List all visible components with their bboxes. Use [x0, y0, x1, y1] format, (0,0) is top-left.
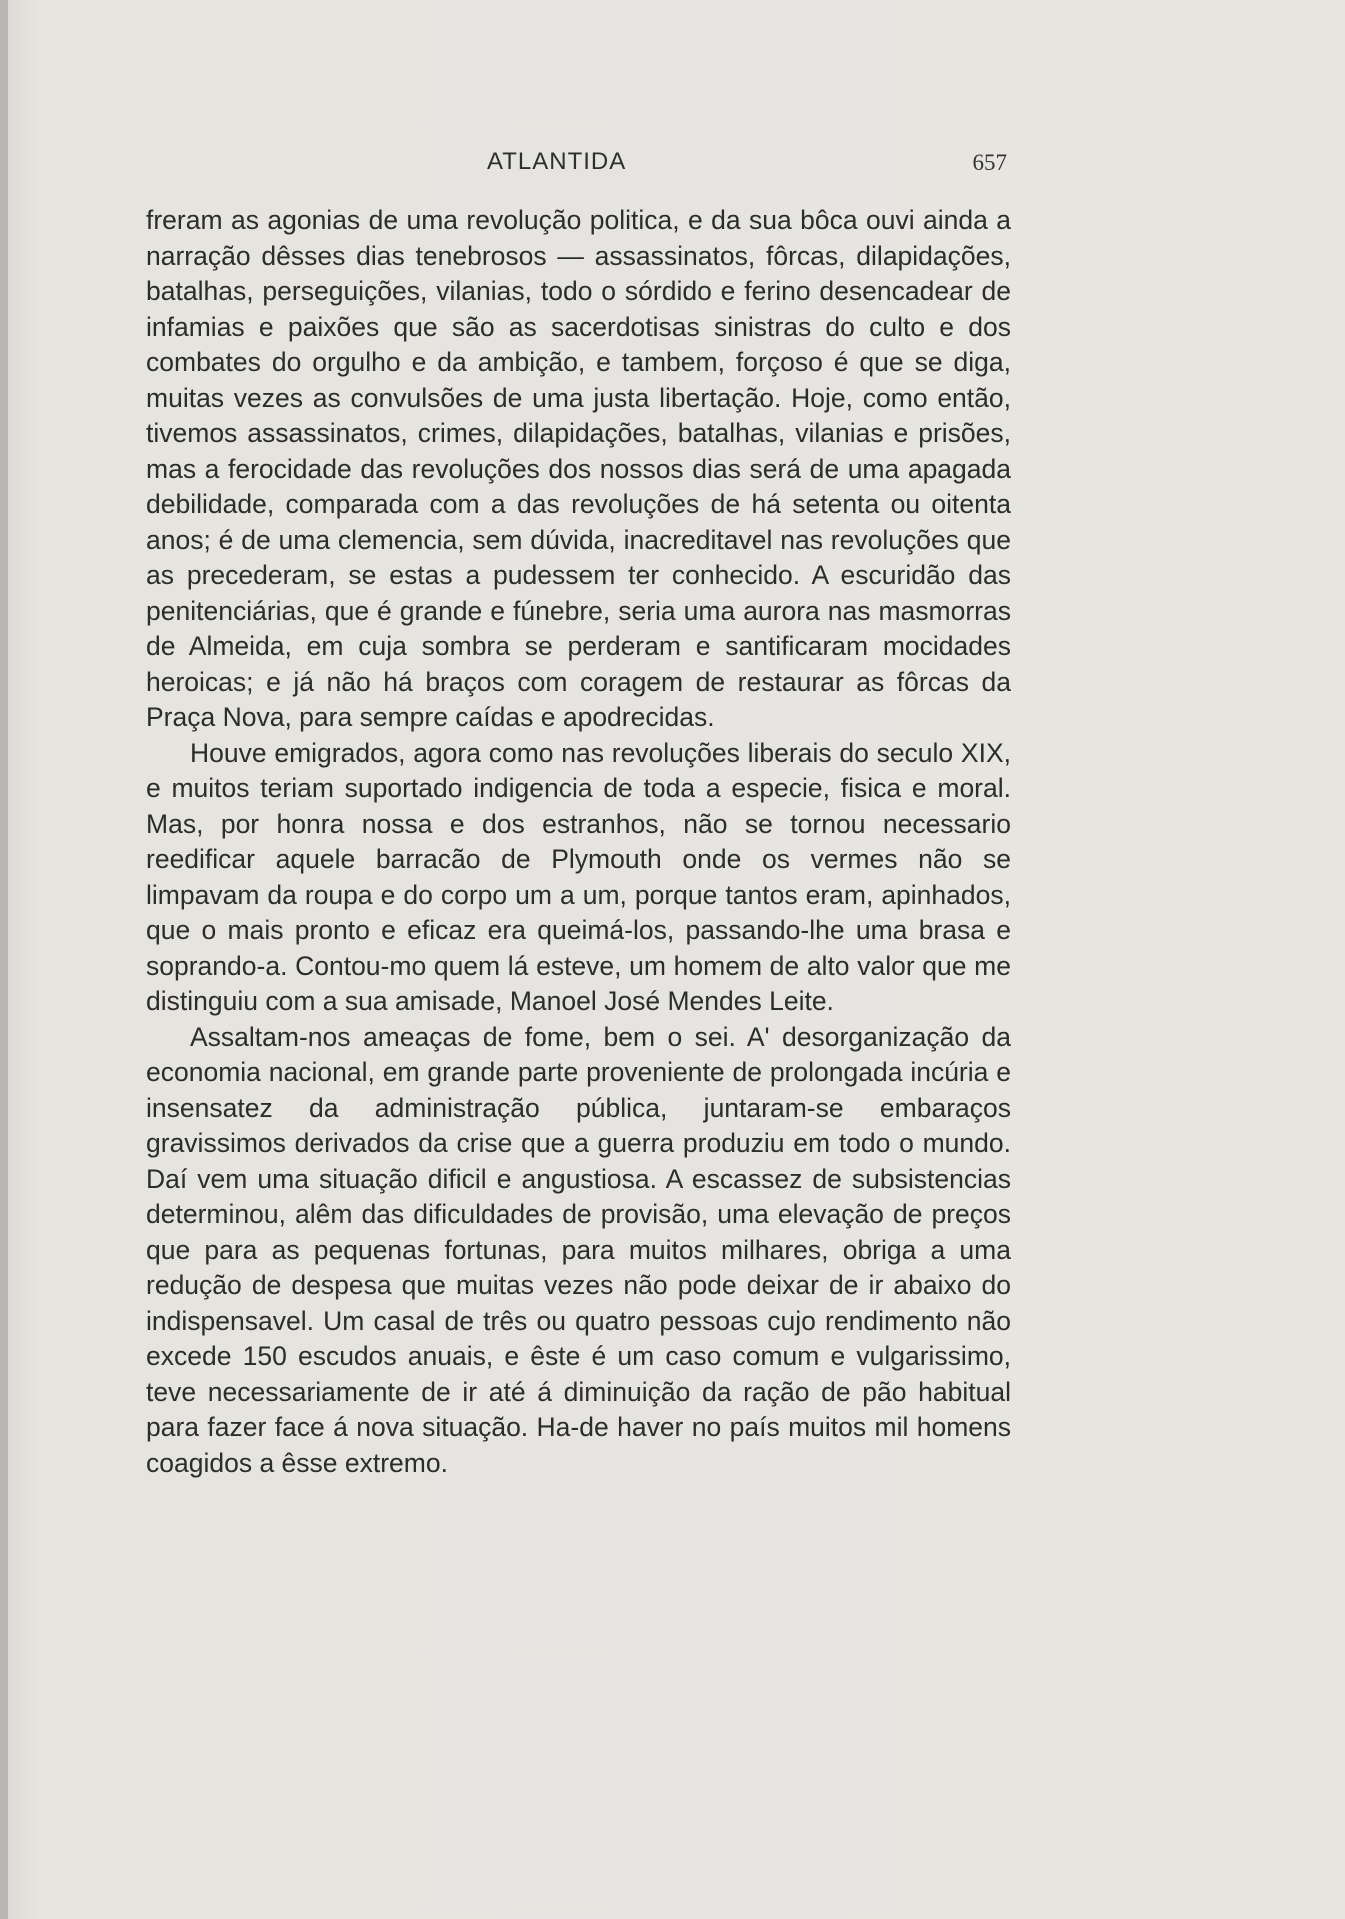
running-title: ATLANTIDA — [487, 148, 627, 175]
paragraph-3: Assaltam-nos ameaças de fome, bem o sei. A' desorganização da economia nacional, em grande parte proveniente de prolongada incúria e insensatez da administração pública, juntaram-se embaraços gravissimos derivados da crise que a guerra produziu em todo o mundo. Daí vem uma situação dificil e angustiosa. A escassez de subsistencias determinou, alêm das dificuldades de provisão, uma elevação de preços que para as pequenas fortunas, para muitos milhares, obriga a uma redução de despesa que muitas vezes não pode deixar de ir abaixo do indispensavel. Um casal de três ou quatro pessoas cujo rendimento não excede 150 escudos anuais, e êste é um caso comum e vulgarissimo, teve necessariamente de ir até á diminuição da ração de pão habitual para fazer face á nova situação. Ha-de haver no país muitos mil homens coagidos a êsse extremo. — [146, 1021, 1011, 1478]
paragraph-1: freram as agonias de uma revolução politica, e da sua bôca ouvi ainda a narração dêsses dias tenebrosos — assassinatos, fôrcas, dilapidações, batalhas, perseguições, vilanias, todo o sórdido e ferino desencadear de infamias e paixões que são as sacerdotisas sinistras do culto e dos combates do orgulho e da ambição, e tambem, forçoso é que se diga, muitas vezes as convulsões de uma justa libertação. Hoje, como então, tivemos assassinatos, crimes, dilapidações, batalhas, vilanias e prisões, mas a ferocidade das revoluções dos nossos dias será de uma apagada debilidade, comparada com a das revoluções de há setenta ou oitenta anos; é de uma clemencia, sem dúvida, inacreditavel nas revoluções que as precederam, se estas a pudessem ter conhecido. A escuridão das penitenciárias, que é grande e fúnebre, seria uma aurora nas masmorras de Almeida, em cuja sombra se perderam e santificaram mocidades heroicas; e já não há braços com coragem de restaurar as fôrcas da Praça Nova, para sempre caídas e apodrecidas. — [146, 205, 1011, 732]
running-header — [147, 148, 1007, 184]
page-binding-edge — [0, 0, 8, 1919]
paragraph-2: Houve emigrados, agora como nas revoluções liberais do seculo XIX, e muitos teriam suportado indigencia de toda a especie, fisica e moral. Mas, por honra nossa e dos estranhos, não se tornou necessario reedificar aquele barracão de Plymouth onde os vermes não se limpavam da roupa e do corpo um a um, porque tantos eram, apinhados, que o mais pronto e eficaz era queimá-los, passando-lhe uma brasa e soprando-a. Contou-mo quem lá esteve, um homem de alto valor que me distinguiu com a sua amisade, Manoel José Mendes Leite. — [146, 737, 1011, 1016]
page-number: 657 — [972, 150, 1007, 175]
body-text — [146, 203, 1011, 1481]
